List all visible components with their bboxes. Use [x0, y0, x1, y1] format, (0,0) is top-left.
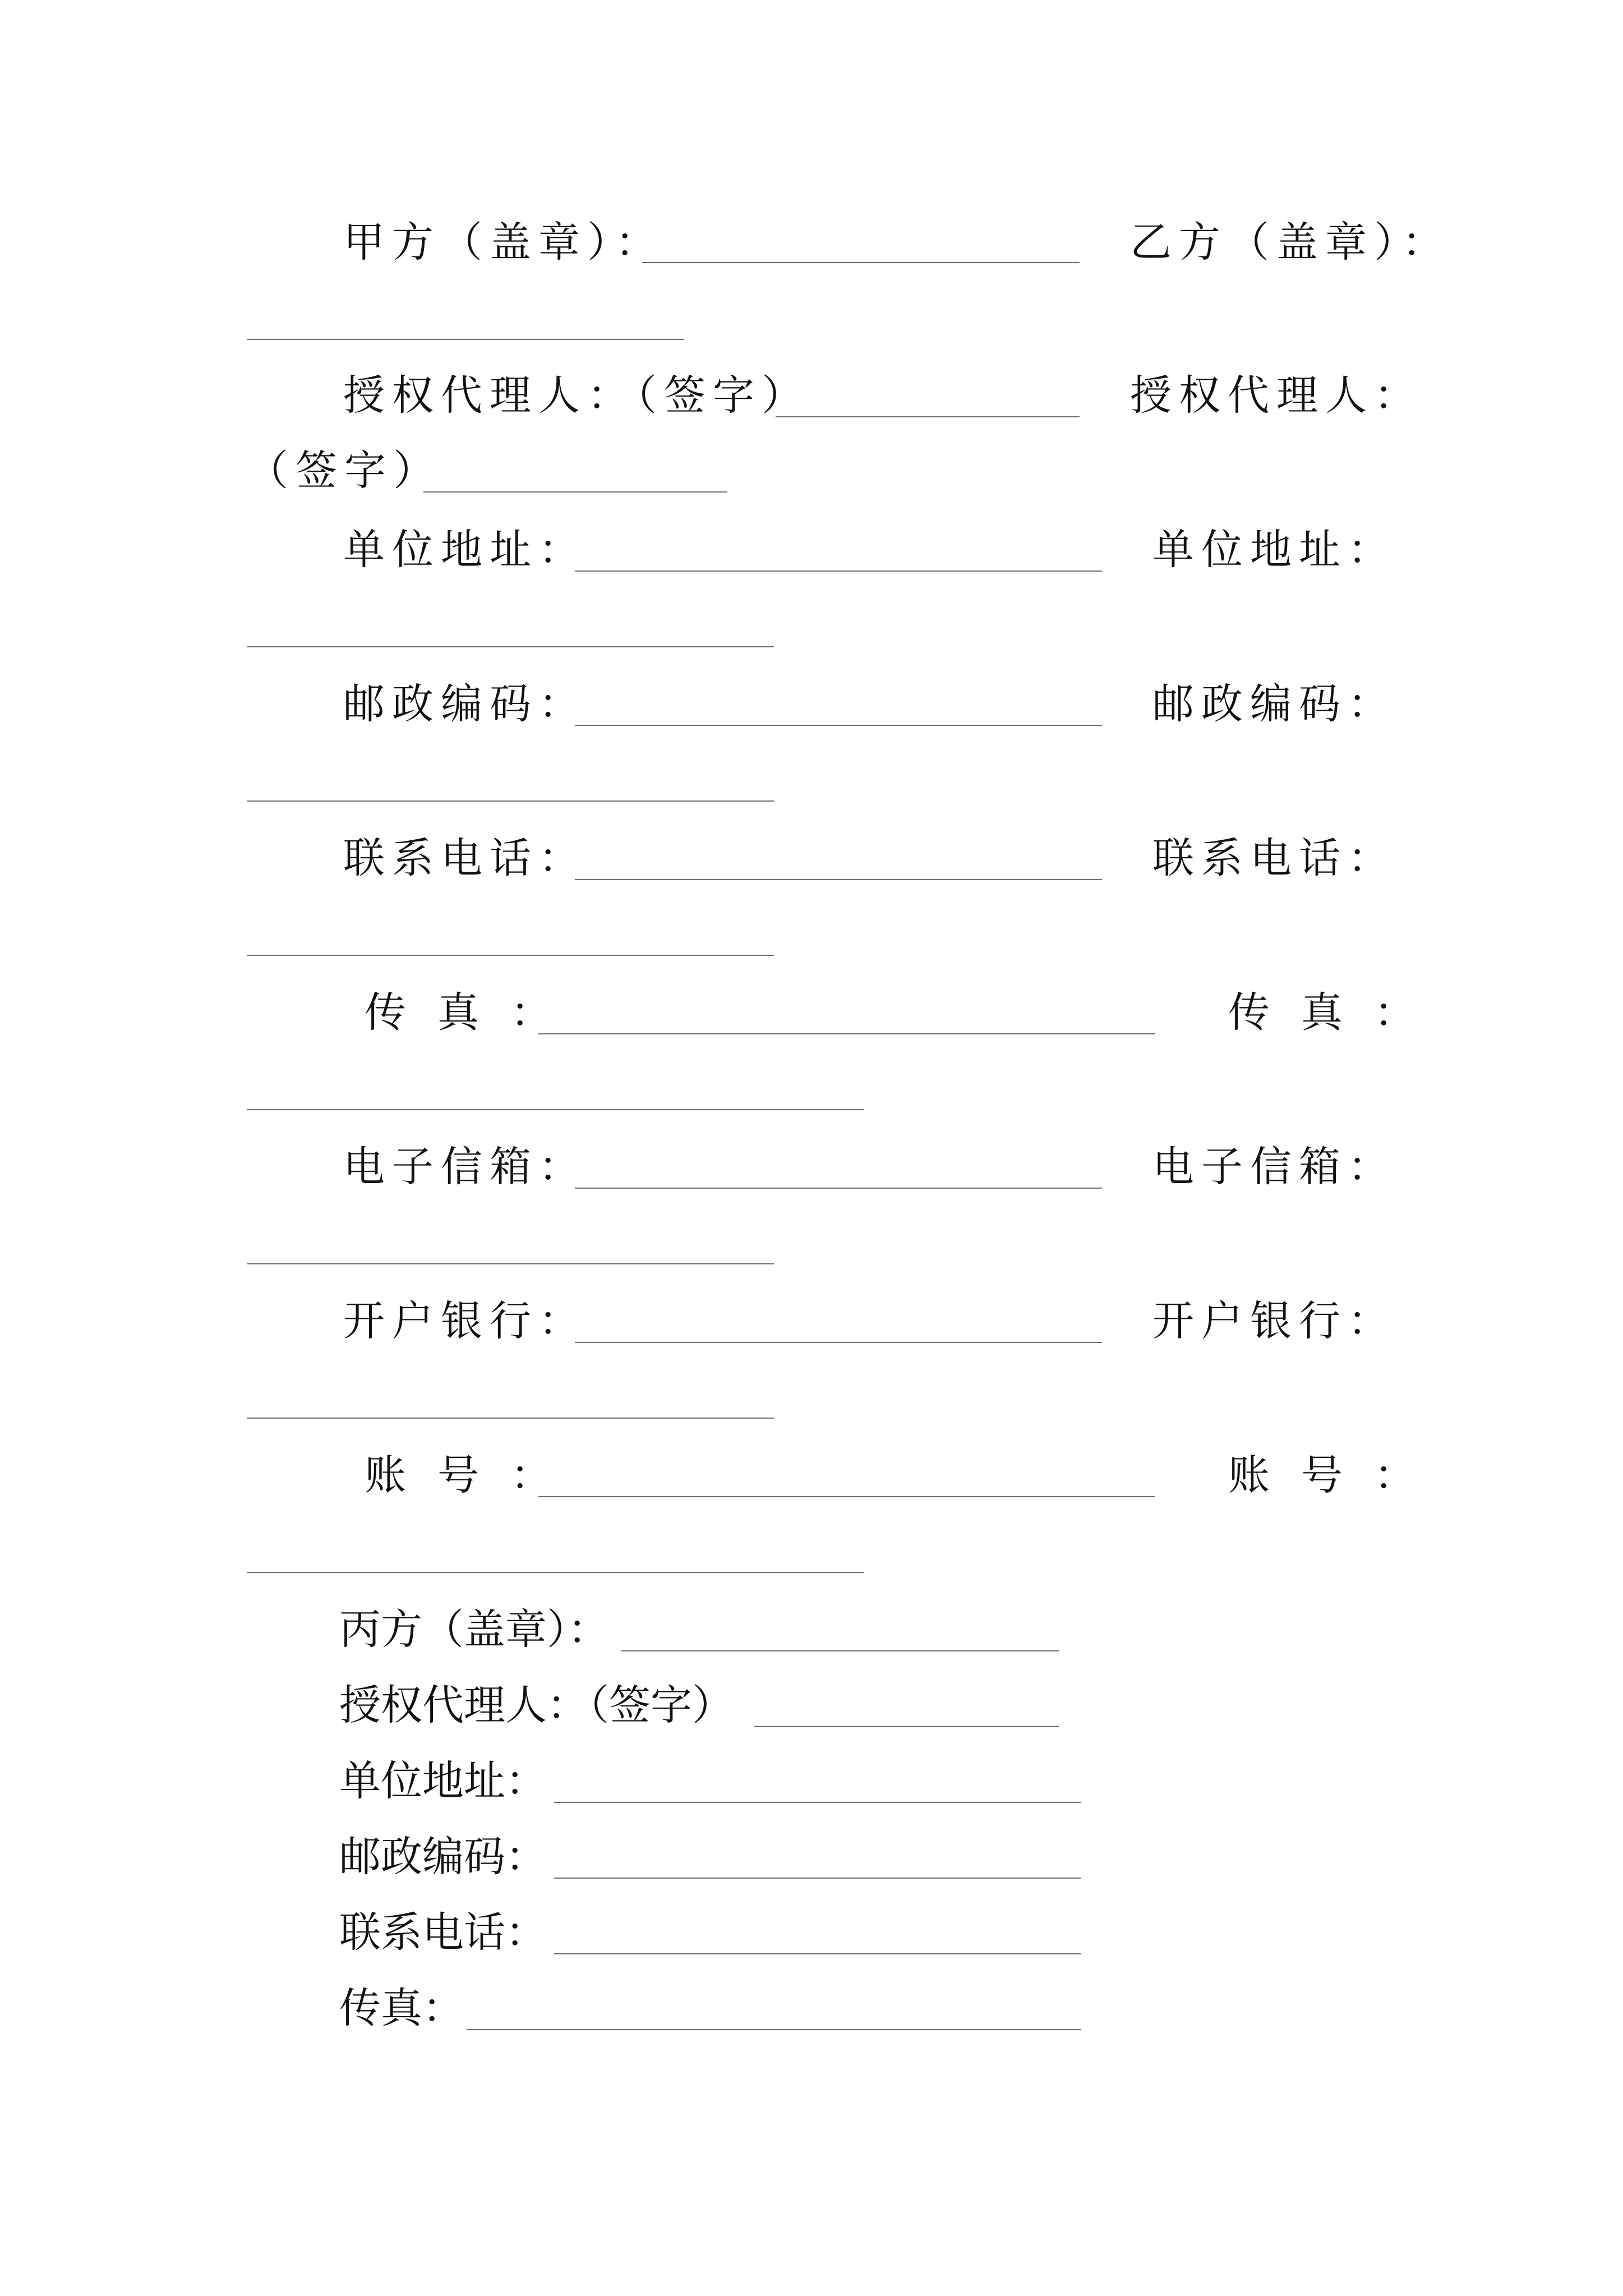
- party-b-postcode-blank[interactable]: [247, 800, 774, 802]
- party-b-agent-label: 授权代理人：: [1130, 371, 1423, 420]
- party-b-email-blank[interactable]: [247, 1263, 774, 1264]
- party-a-address-label: 单位地址：: [343, 526, 587, 574]
- party-a-agent-blank[interactable]: [776, 416, 1080, 417]
- party-b-address-blank[interactable]: [247, 646, 774, 647]
- party-a-fax-blank[interactable]: [538, 1033, 1155, 1034]
- party-c-fax-label: 传真：: [339, 1984, 464, 2032]
- party-a-fax-label: 传真：: [365, 988, 583, 1037]
- party-c-postcode-label: 邮政编码：: [339, 1833, 547, 1881]
- party-a-bank-blank[interactable]: [575, 1342, 1102, 1343]
- party-a-seal-blank[interactable]: [642, 262, 1080, 263]
- party-a-postcode-label: 邮政编码：: [343, 680, 587, 728]
- party-b-bank-label: 开户银行：: [1152, 1297, 1396, 1345]
- party-b-seal-label: 乙方（盖章）：: [1130, 218, 1451, 266]
- party-b-phone-label: 联系电话：: [1152, 834, 1396, 882]
- party-a-address-blank[interactable]: [575, 570, 1102, 572]
- party-b-address-label: 单位地址：: [1152, 526, 1396, 574]
- party-c-address-blank[interactable]: [554, 1802, 1081, 1803]
- party-b-bank-blank[interactable]: [247, 1418, 774, 1419]
- party-a-seal-label: 甲方（盖章）：: [343, 218, 664, 266]
- party-c-seal-blank[interactable]: [621, 1650, 1059, 1651]
- party-b-fax-label: 传真：: [1228, 988, 1447, 1037]
- party-a-email-blank[interactable]: [575, 1188, 1102, 1189]
- party-b-postcode-label: 邮政编码：: [1152, 680, 1396, 728]
- party-c-postcode-blank[interactable]: [554, 1878, 1081, 1879]
- party-c-agent-blank[interactable]: [754, 1726, 1059, 1727]
- party-a-account-blank[interactable]: [538, 1496, 1155, 1497]
- party-c-fax-blank[interactable]: [467, 2029, 1081, 2030]
- party-a-agent-label: 授权代理人：（签字）: [343, 371, 810, 420]
- party-c-phone-label: 联系电话：: [339, 1908, 547, 1957]
- party-a-postcode-blank[interactable]: [575, 725, 1102, 726]
- party-b-fax-blank[interactable]: [247, 1109, 864, 1110]
- party-b-account-label: 账号：: [1228, 1451, 1447, 1499]
- party-a-phone-label: 联系电话：: [343, 834, 587, 882]
- party-b-agent-blank[interactable]: [423, 491, 727, 493]
- party-c-agent-label: 授权代理人：（签字）: [339, 1681, 734, 1729]
- party-a-phone-blank[interactable]: [575, 879, 1102, 880]
- party-a-account-label: 账号：: [365, 1451, 583, 1499]
- party-b-seal-blank[interactable]: [247, 339, 684, 340]
- party-a-bank-label: 开户银行：: [343, 1297, 587, 1345]
- party-b-email-label: 电子信箱：: [1152, 1143, 1396, 1191]
- party-c-phone-blank[interactable]: [554, 1953, 1081, 1954]
- party-b-agent-sign-label: （签字）: [247, 447, 442, 495]
- party-b-phone-blank[interactable]: [247, 955, 774, 956]
- party-a-email-label: 电子信箱：: [343, 1143, 587, 1191]
- party-b-account-blank[interactable]: [247, 1572, 864, 1573]
- party-c-address-label: 单位地址：: [339, 1757, 547, 1805]
- party-c-seal-label: 丙方（盖章）：: [339, 1605, 609, 1654]
